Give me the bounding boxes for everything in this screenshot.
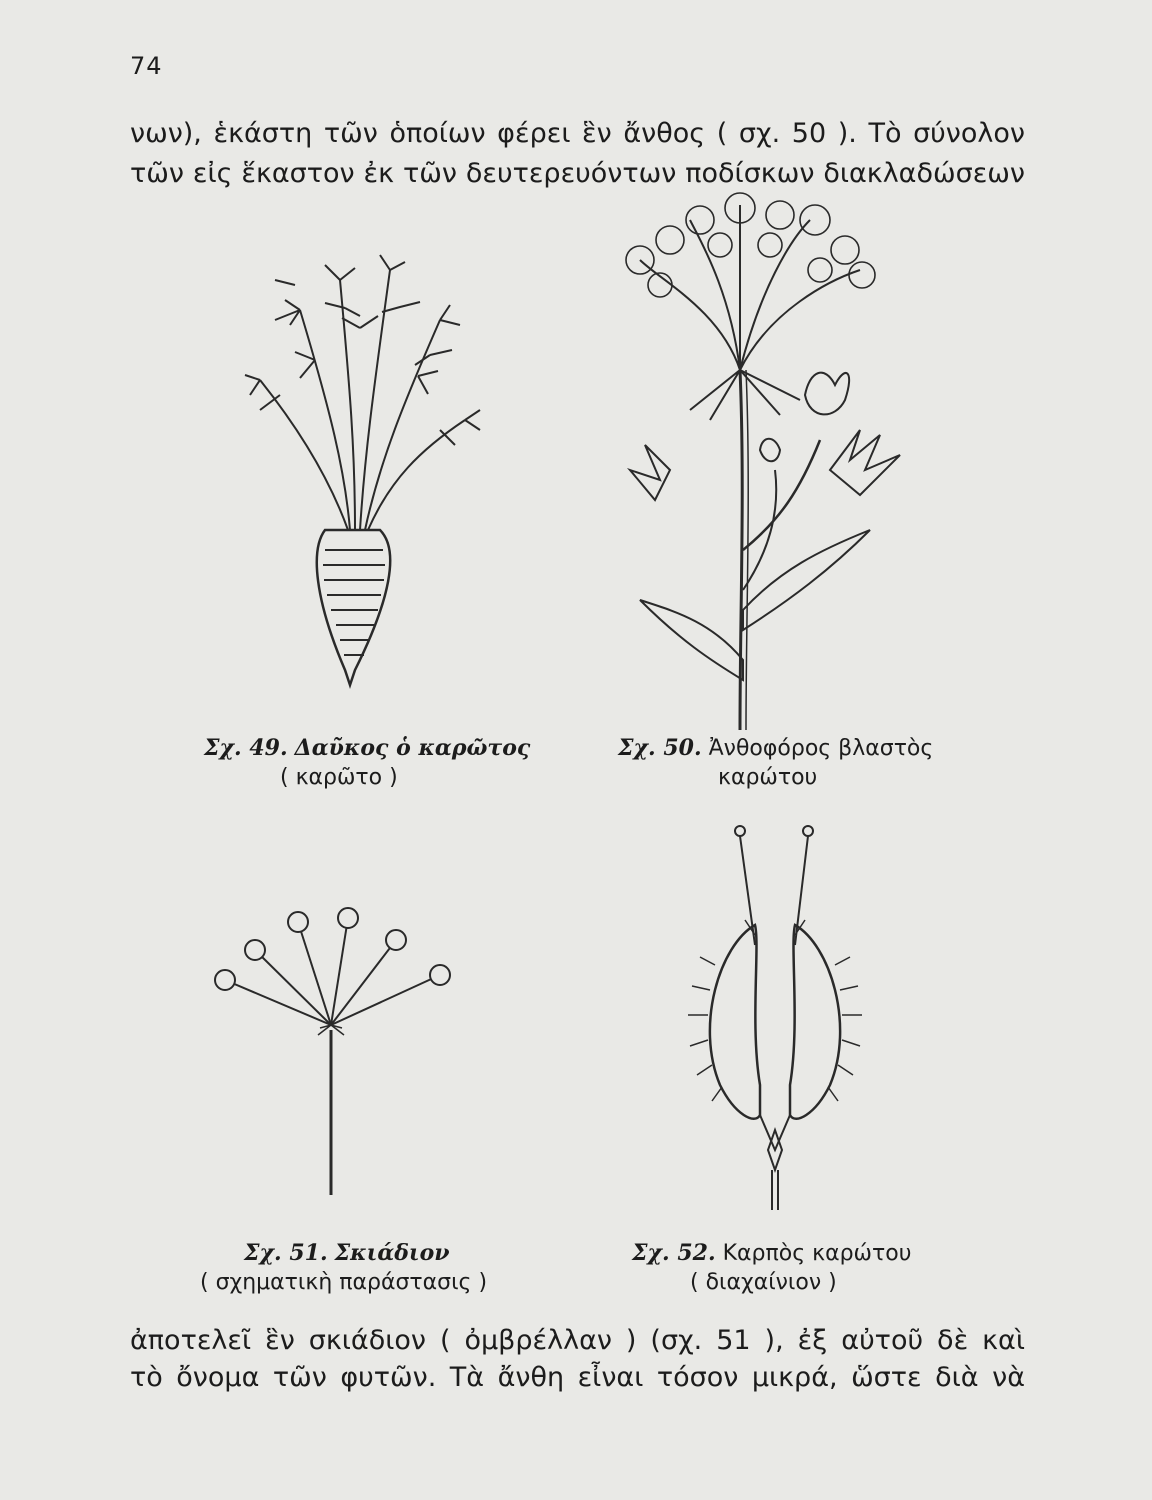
figure-49-caption bbox=[204, 735, 530, 761]
figure-52-title: Καρπὸς καρώτου bbox=[722, 1241, 912, 1266]
figure-51-caption bbox=[244, 1240, 450, 1266]
body-text-line-1: νων), ἑκάστη τῶν ὁποίων φέρει ἓν ἄνθος ( σχ. 50 ). Τὸ σύνολον bbox=[130, 118, 1025, 149]
flowering-shoot-illustration bbox=[600, 190, 960, 730]
page-number: 74 bbox=[130, 52, 163, 80]
body-text-line-2: τῶν εἰς ἕκαστον ἐκ τῶν δευτερευόντων ποδίσκων διακλαδώσεων bbox=[130, 158, 1025, 189]
figure-52-caption bbox=[632, 1240, 911, 1266]
figure-49-number: Σχ. 49. bbox=[204, 735, 288, 761]
body-text-line-3: ἀποτελεῖ ἓν σκιάδιον ( ὀμβρέλλαν ) (σχ. 51 ), ἐξ αὐτοῦ δὲ καὶ bbox=[130, 1325, 1025, 1356]
figure-52-subtitle: ( διαχαίνιον ) bbox=[690, 1270, 837, 1295]
fruit-illustration bbox=[660, 825, 870, 1210]
figure-50-number: Σχ. 50. bbox=[618, 735, 702, 761]
figure-49-title: Δαῦκος ὁ καρῶτος bbox=[294, 735, 531, 761]
figure-50-title: Ἀνθοφόρος βλαστὸς bbox=[708, 736, 934, 761]
figure-51-number: Σχ. 51. bbox=[244, 1240, 328, 1266]
figure-51-title: Σκιάδιον bbox=[334, 1240, 450, 1266]
umbel-diagram bbox=[200, 900, 480, 1200]
body-text-line-4: τὸ ὄνομα τῶν φυτῶν. Τὰ ἄνθη εἶναι τόσον μικρά, ὥστε διὰ νὰ bbox=[130, 1362, 1025, 1393]
carrot-root-illustration bbox=[230, 250, 490, 690]
figure-49-subtitle: ( καρῶτο ) bbox=[280, 765, 398, 790]
figure-50-subtitle: καρώτου bbox=[718, 765, 818, 790]
figure-50-caption bbox=[618, 735, 933, 761]
figure-52-number: Σχ. 52. bbox=[632, 1240, 716, 1266]
figure-51-subtitle: ( σχηματικὴ παράστασις ) bbox=[200, 1270, 488, 1295]
